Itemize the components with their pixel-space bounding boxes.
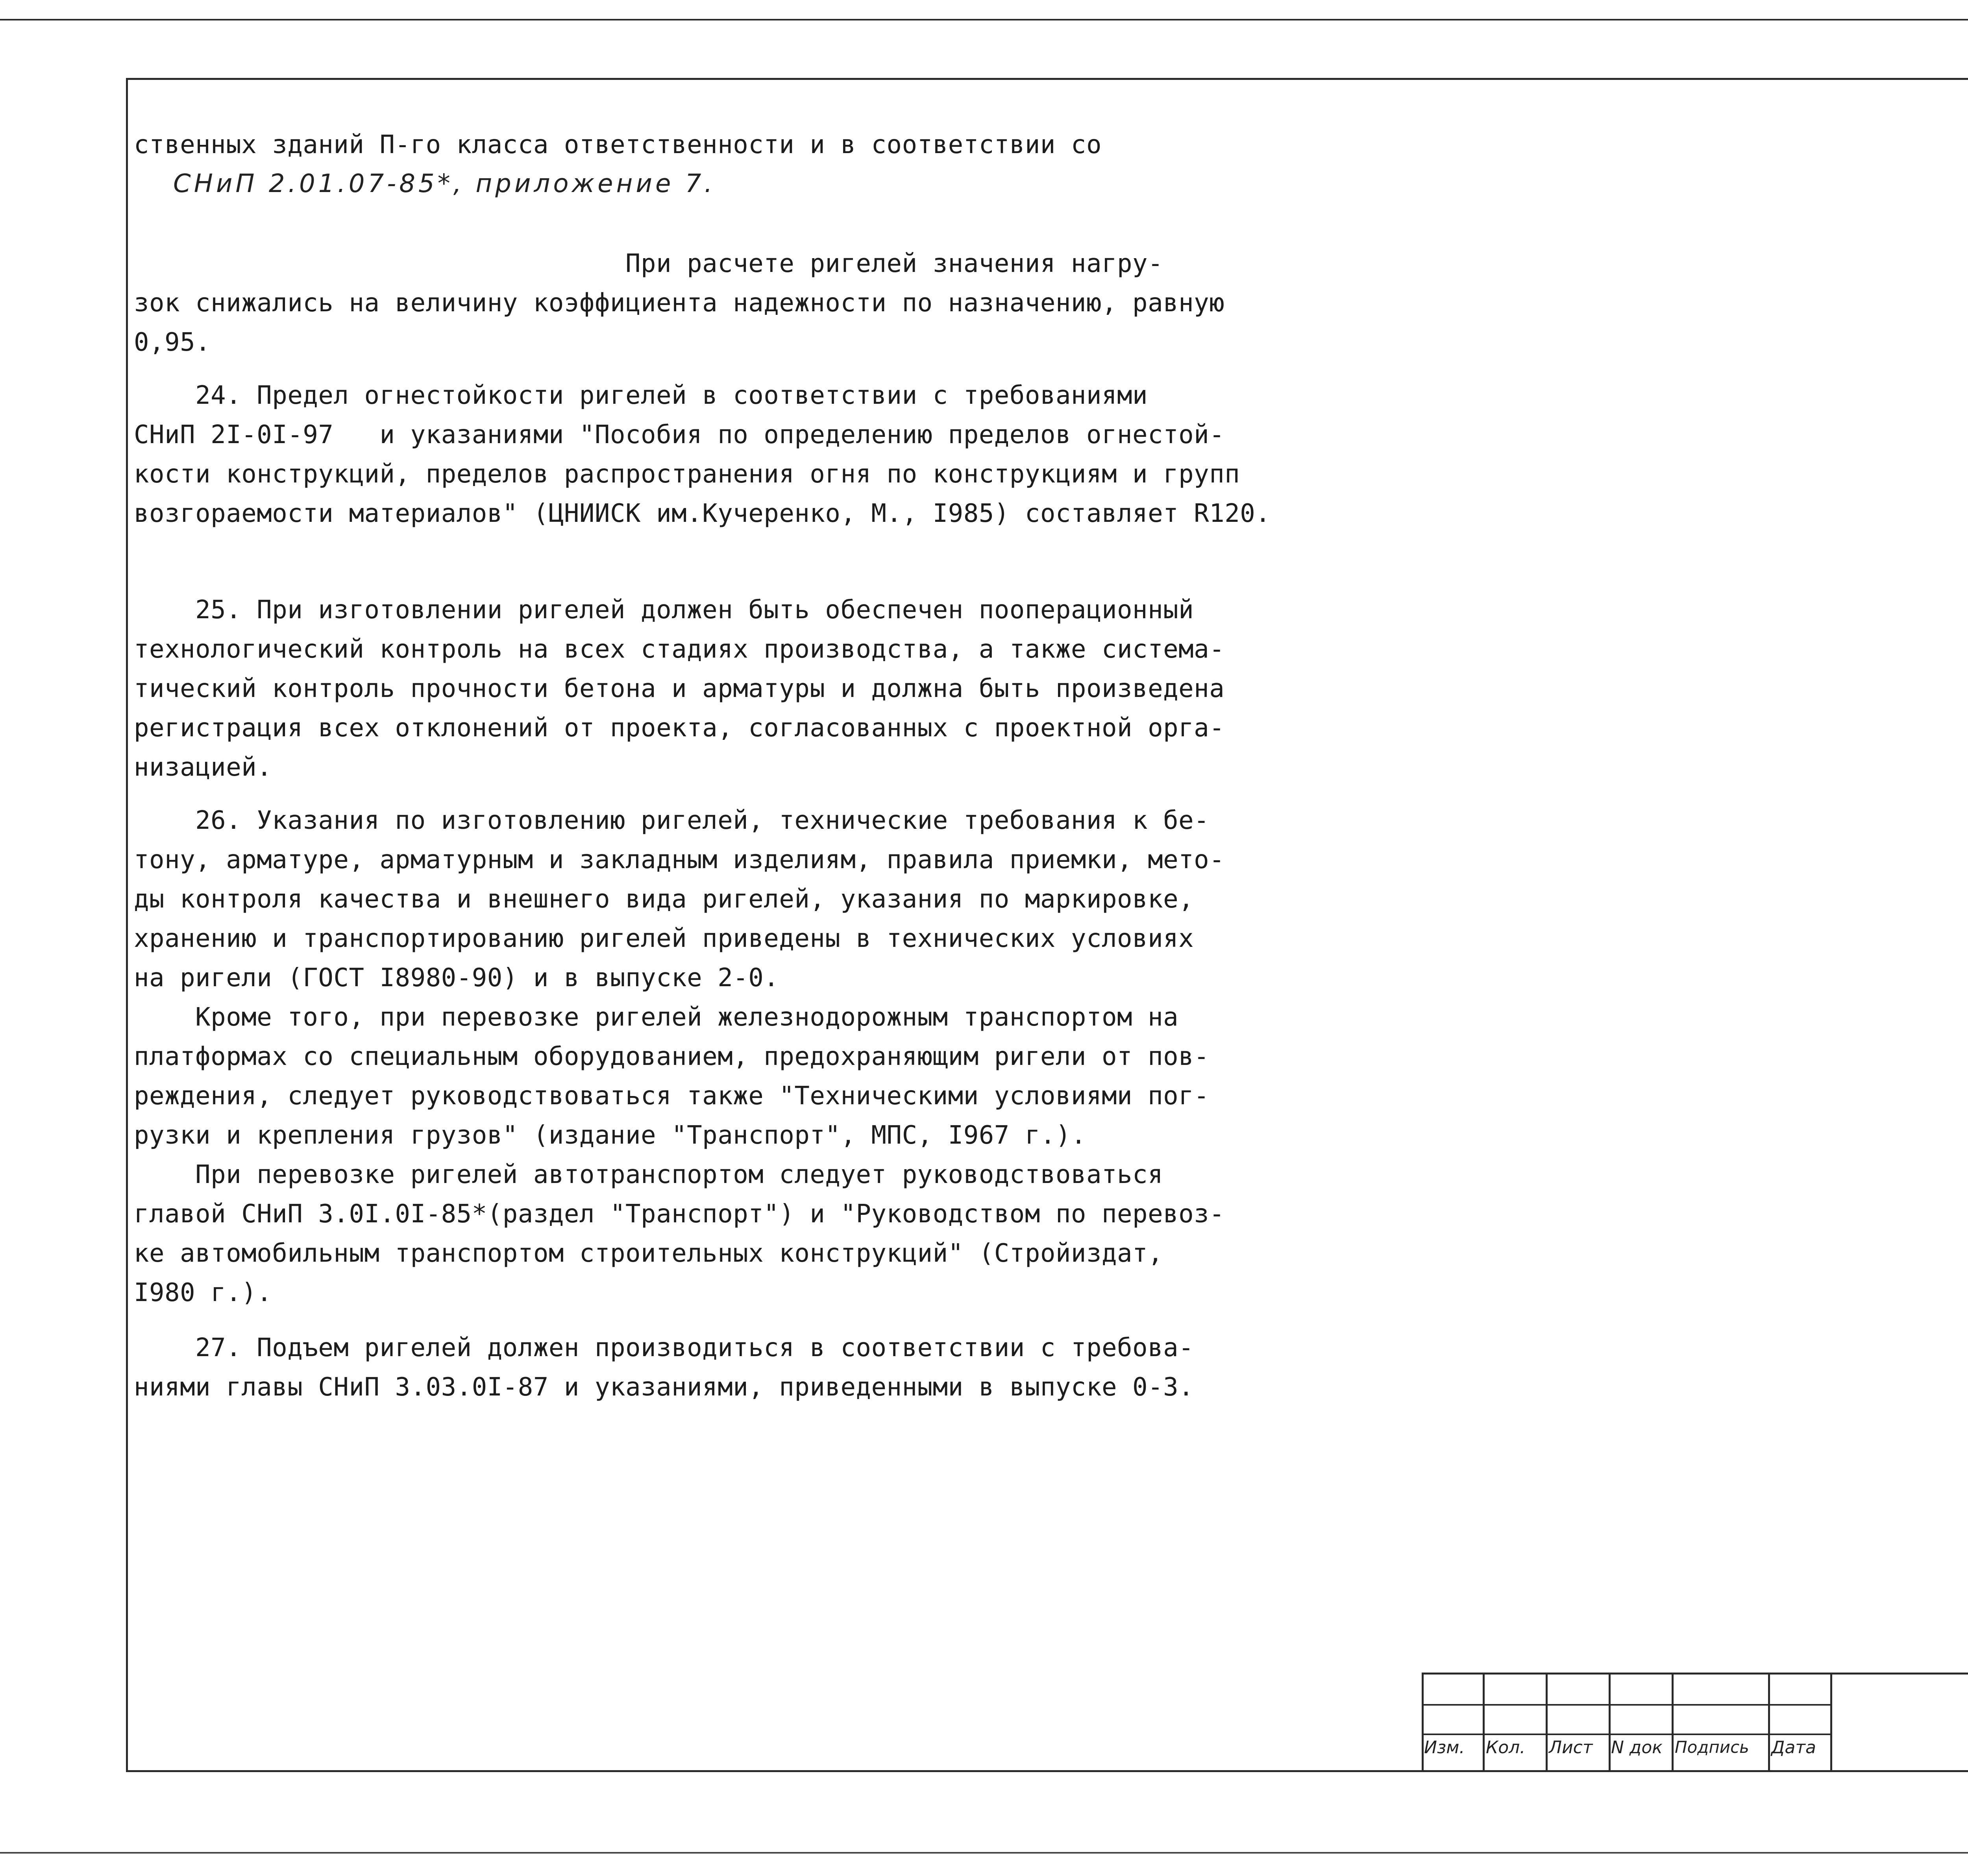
- text-line: технологический контроль на всех стадиях производства, а также системa-: [134, 635, 1225, 664]
- top-scan-line: [0, 19, 1968, 20]
- col-label-data: Дата: [1771, 1737, 1816, 1758]
- text-line: хранению и транспортированию ригелей приведены в технических условиях: [134, 924, 1194, 953]
- text-line: зок снижались на величину коэффициента надежности по назначению, равную: [134, 288, 1225, 318]
- text-line: ке автомобильным транспортом строительных конструкций" (Стройиздат,: [134, 1239, 1163, 1268]
- frame-left: [126, 78, 128, 1772]
- paragraph-26: [134, 801, 1315, 1312]
- text-line: регистрация всех отклонений от проекта, согласованных с проектной орга-: [134, 713, 1225, 743]
- text-line: главой СНиП 3.0I.0I-85*(раздел "Транспорт") и "Руководством по перевоз-: [134, 1200, 1225, 1229]
- text-line: реждения, следует руководствоваться также "Техническими условиями пог-: [134, 1081, 1210, 1111]
- intro-line: ственных зданий П-го класса ответственности и в соответствии со: [134, 130, 1102, 159]
- text-line: платформах со специальным оборудованием, предохраняющим ригели от пов-: [134, 1042, 1210, 1071]
- text-line: I980 г.).: [134, 1278, 272, 1307]
- paragraph-27: [134, 1328, 1315, 1407]
- text-line: СНиП 2I-0I-97 и указаниями "Пособия по определению пределов огнестой-: [134, 420, 1225, 449]
- text-line: 24. Предел огнестойкости ригелей в соответствии с требованиями: [134, 381, 1148, 410]
- handwritten-note: СНиП 2.01.07-85*, приложение 7.: [173, 169, 716, 198]
- text-line: возгораемости материалов" (ЦНИИСК им.Кучеренко, М., I985) составляет R120.: [134, 499, 1271, 528]
- text-line: При перевозке ригелей автотранспортом следует руководствоваться: [134, 1160, 1163, 1189]
- paragraph-loads: [134, 244, 1315, 362]
- text-line: 25. При изготовлении ригелей должен быть обеспечен пооперационный: [134, 595, 1194, 625]
- col-label-ndok: N док: [1611, 1737, 1663, 1758]
- col-label-list: Лист: [1549, 1737, 1593, 1758]
- text-line: тону, арматуре, арматурным и закладным изделиям, правила приемки, мето-: [134, 845, 1225, 874]
- text-line: Кроме того, при перевозке ригелей железнодорожным транспортом на: [134, 1003, 1179, 1032]
- text-line: на ригели (ГОСТ I8980-90) и в выпуске 2-0.: [134, 963, 779, 993]
- text-line: ниями главы СНиП 3.03.0I-87 и указаниями, приведенными в выпуске 0-3.: [134, 1373, 1194, 1402]
- text-line: кости конструкций, пределов распространения огня по конструкциям и групп: [134, 460, 1240, 489]
- col-label-kol: Кол.: [1486, 1737, 1526, 1758]
- text-line: ды контроля качества и внешнего вида ригелей, указания по маркировке,: [134, 885, 1194, 914]
- col-label-podpis: Подпись: [1675, 1737, 1749, 1757]
- bottom-scan-line: [0, 1852, 1968, 1854]
- paragraph-25: [134, 590, 1315, 787]
- text-line: низацией.: [134, 753, 272, 782]
- text-line: тический контроль прочности бетона и арматуры и должна быть произведена: [134, 674, 1225, 703]
- frame-top: [126, 78, 1968, 80]
- text-line: 27. Подъем ригелей должен производиться в соответствии с требова-: [134, 1333, 1194, 1362]
- col-label-izm: Изм.: [1424, 1737, 1465, 1758]
- paragraph-24: [134, 376, 1315, 533]
- text-line: рузки и крепления грузов" (издание "Транспорт", МПС, I967 г.).: [134, 1121, 1086, 1150]
- text-line: 26. Указания по изготовлению ригелей, технические требования к бе-: [134, 806, 1210, 835]
- text-line: 0,95.: [134, 328, 211, 357]
- text-line: При расчете ригелей значения нагру-: [134, 249, 1163, 278]
